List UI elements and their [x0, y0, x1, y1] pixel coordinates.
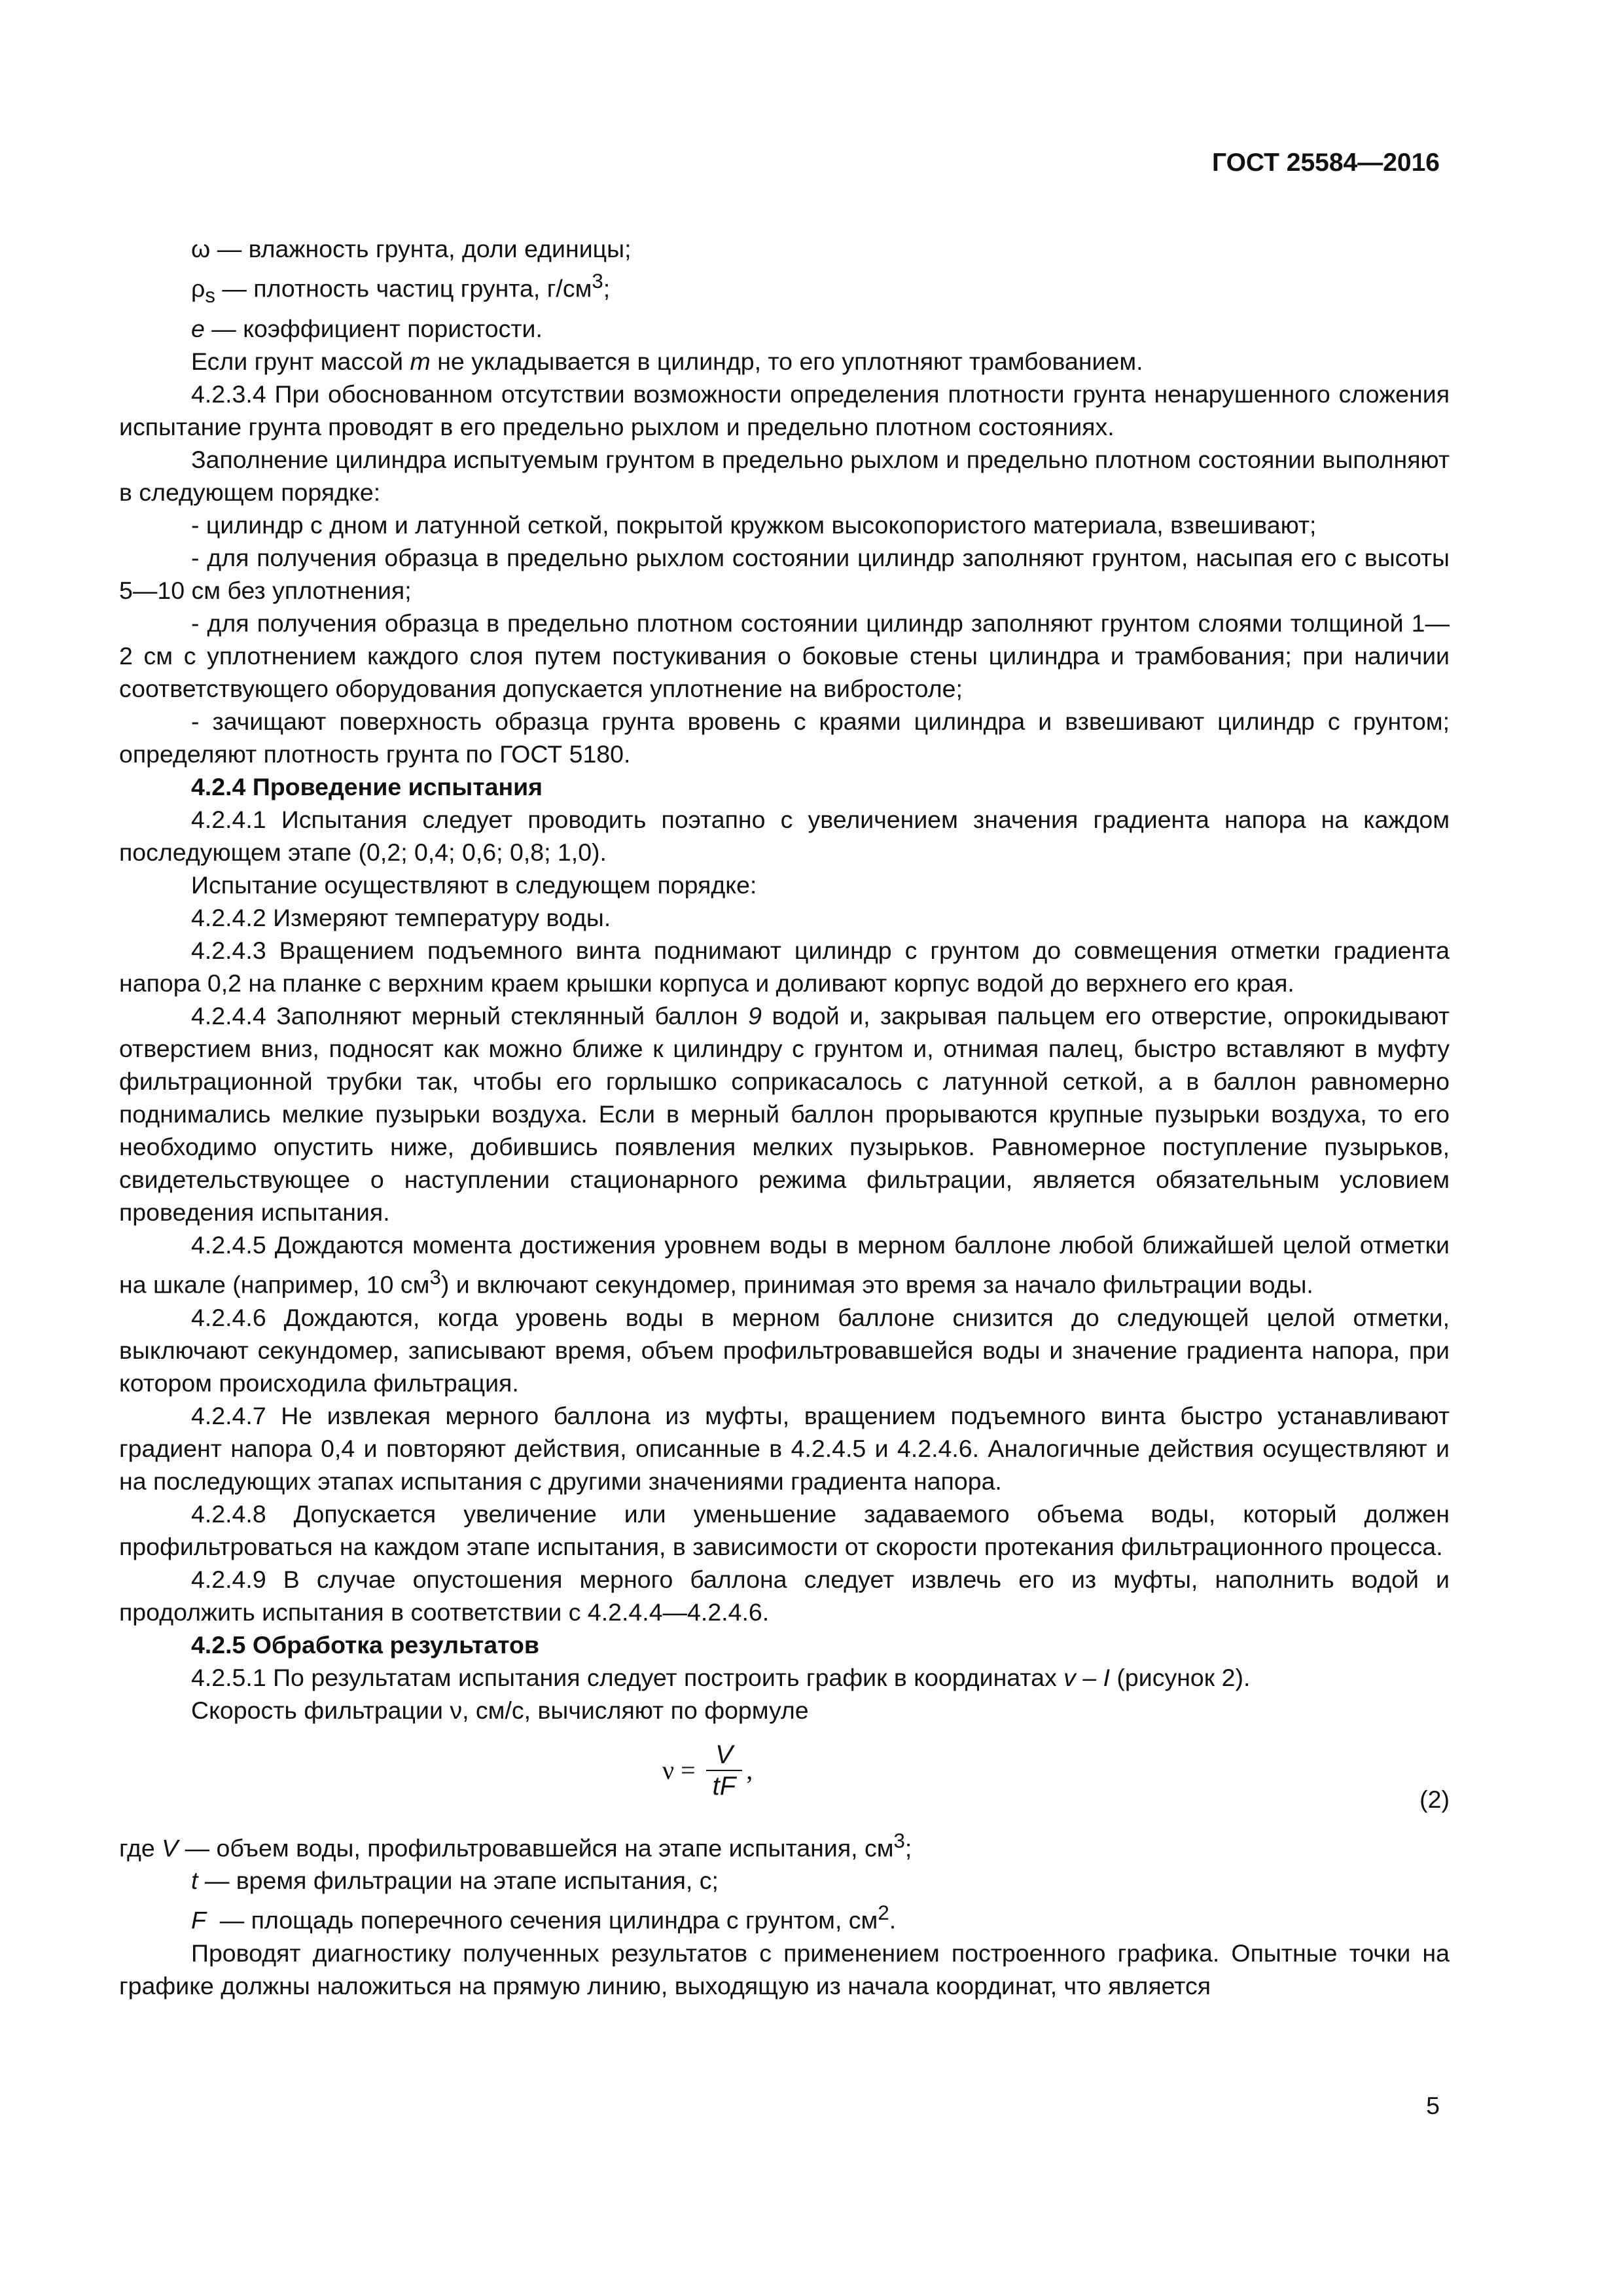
- formula-2: [119, 1727, 1450, 1825]
- list-item-weigh-cylinder: - цилиндр с дном и латунной сеткой, покрытой кружком высокопористого материала, взвешивают;: [191, 511, 1317, 539]
- definition-omega: [119, 232, 1450, 265]
- definition-e: [119, 312, 1450, 345]
- t-definition: — время фильтрации на этапе испытания, с;: [198, 1867, 719, 1894]
- paragraph-4-2-4-1: 4.2.4.1 Испытания следует проводить поэтапно с увеличением значения градиента напора на каждом последующем этапе (0,2; 0,4; 0,6; 0,8; 1,0).: [119, 806, 1450, 866]
- paragraph-4-2-4-4-part-b: водой и, закрывая пальцем его отверстие, опрокидывают отверстием вниз, подносят как можно ближе к цилиндру с грунтом и, отнимая палец, быстро вставляют в муфту фильтрационной трубки так, чтобы его горлышко соприкасалось с латунной сеткой, а в баллон равномерно поднимались мелкие пузырьки воздуха. Если в мерный баллон прорываются крупные пузырьки воздуха, то его необходимо опустить ниже, добившись появления мелких пузырьков. Равномерное поступление пузырьков, свидетельствующее о наступлении стационарного режима фильтрации, является обязательным условием проведения испытания.: [119, 1002, 1450, 1226]
- rho-symbol: ρ: [191, 274, 205, 302]
- definition-rho-s: [119, 265, 1450, 312]
- paragraph-4-2-4-5: [119, 1229, 1450, 1301]
- formula-comma: ,: [746, 1755, 753, 1785]
- list-item-trim-and-weigh: - зачищают поверхность образца грунта вровень с краями цилиндра и взвешивают цилиндр с грунтом; определяют плотность грунта по ГОСТ 5180.: [119, 708, 1450, 768]
- paragraph-4-2-4-3: 4.2.4.3 Вращением подъемного винта поднимают цилиндр с грунтом до совмещения отметки градиента напора 0,2 на планке с верхним краем крышки корпуса и доливают корпус водой до верхнего его края.: [119, 937, 1450, 997]
- page-body: [119, 232, 1450, 2002]
- paragraph-4-2-5-1-part-a: 4.2.5.1 По результатам испытания следует построить график в координатах: [191, 1663, 1064, 1691]
- list-item-loose-state: - для получения образца в предельно рыхлом состоянии цилиндр заполняют грунтом, насыпая его с высоты 5—10 см без уплотнения;: [119, 544, 1450, 604]
- section-heading-4-2-5: 4.2.5 Обработка результатов: [191, 1630, 539, 1659]
- f-symbol: F: [191, 1906, 206, 1934]
- paragraph-4-2-5-1: [119, 1661, 1450, 1694]
- definition-t: [119, 1864, 1450, 1897]
- paragraph-4-2-4-4-part-a: 4.2.4.4 Заполняют мерный стеклянный баллон: [191, 1002, 749, 1030]
- v-unit-exponent: 3: [893, 1829, 905, 1852]
- formula-expression: [662, 1740, 753, 1801]
- formula-lhs: ν: [662, 1755, 675, 1785]
- list-item-dense-state: - для получения образца в предельно плотном состоянии цилиндр заполняют грунтом слоями толщиной 1—2 см с уплотнением каждого слоя путем постукивания о боковые стены цилиндра и трамбования; при наличии соответствующего оборудования допускается уплотнение на вибростоле;: [119, 609, 1450, 702]
- rho-definition: — плотность частиц грунта, г/см: [215, 274, 592, 302]
- paragraph-filtration-speed: Скорость фильтрации ν, см/с, вычисляют по формуле: [191, 1696, 809, 1724]
- paragraph-mass-part-a: Если грунт массой: [191, 348, 410, 375]
- f-definition: — площадь поперечного сечения цилиндра с грунтом, см: [205, 1906, 878, 1934]
- balloon-number: 9: [748, 1002, 762, 1030]
- t-symbol: t: [191, 1867, 198, 1894]
- v-symbol: V: [162, 1834, 179, 1861]
- paragraph-mass: [119, 345, 1450, 378]
- rho-definition-end: ;: [603, 274, 611, 302]
- paragraph-4-2-4-5-part-a: 4.2.4.5 Дождаются момента достижения уровнем воды в мерном баллоне любой ближайшей целой отметки на шкале (например, 10 см: [119, 1231, 1450, 1299]
- paragraph-4-2-4-6: 4.2.4.6 Дождаются, когда уровень воды в мерном баллоне снизится до следующей целой отметки, выключают секундомер, записывают время, объем профильтровавшейся воды и значение градиента напора, при котором происходила фильтрация.: [119, 1303, 1450, 1397]
- section-heading-4-2-4: 4.2.4 Проведение испытания: [191, 773, 543, 800]
- formula-fraction: [706, 1740, 743, 1801]
- page-number: 5: [1426, 2092, 1440, 2119]
- formula-equals: =: [674, 1755, 702, 1785]
- graph-coordinates: v – I: [1063, 1663, 1111, 1691]
- omega-symbol: ω: [191, 235, 211, 262]
- paragraph-test-order: Испытание осуществляют в следующем порядке:: [191, 871, 757, 899]
- paragraph-4-2-3-4: 4.2.3.4 При обоснованном отсутствии возможности определения плотности грунта ненарушенного сложения испытание грунта проводят в его предельно рыхлом и предельно плотном состояниях.: [119, 380, 1450, 440]
- definition-v: [119, 1825, 1450, 1865]
- paragraph-4-2-4-7: 4.2.4.7 Не извлекая мерного баллона из муфты, вращением подъемного винта быстро устанавливают градиент напора 0,4 и повторяют действия, описанные в 4.2.4.5 и 4.2.4.6. Аналогичные действия осуществляют и на последующих этапах испытания с другими значениями градиента напора.: [119, 1401, 1450, 1495]
- definition-f: [119, 1897, 1450, 1937]
- v-definition-end: ;: [904, 1834, 912, 1861]
- paragraph-4-2-4-4: [119, 999, 1450, 1229]
- f-definition-end: .: [889, 1906, 897, 1934]
- paragraph-4-2-4-5-part-b: ) и включают секундомер, принимая это время за начало фильтрации воды.: [440, 1270, 1313, 1299]
- e-definition: — коэффициент пористости.: [204, 315, 543, 342]
- omega-definition: — влажность грунта, доли единицы;: [210, 235, 632, 262]
- document-header: ГОСТ 25584—2016: [1212, 149, 1440, 177]
- mass-symbol: m: [410, 348, 431, 375]
- v-definition: — объем воды, профильтровавшейся на этапе испытания, см: [178, 1834, 894, 1861]
- formula-denominator: tF: [706, 1770, 743, 1801]
- rho-subscript: s: [205, 284, 215, 307]
- paragraph-4-2-4-9: 4.2.4.9 В случае опустошения мерного баллона следует извлечь его из муфты, наполнить водой и продолжить испытания в соответствии с 4.2.4.4—4.2.4.6.: [119, 1565, 1450, 1626]
- where-word: где: [119, 1834, 162, 1861]
- e-symbol: e: [191, 315, 205, 342]
- paragraph-diagnostics: Проводят диагностику полученных результатов с применением построенного графика. Опытные точки на графике должны наложиться на прямую линию, выходящую из начала координат, что является: [119, 1939, 1450, 2000]
- volume-unit-exponent: 3: [429, 1266, 441, 1289]
- formula-numerator: V: [715, 1740, 733, 1769]
- paragraph-4-2-5-1-part-b: (рисунок 2).: [1110, 1663, 1251, 1691]
- paragraph-fill-order: Заполнение цилиндра испытуемым грунтом в предельно рыхлом и предельно плотном состоянии выполняют в следующем порядке:: [119, 446, 1450, 506]
- rho-unit-exponent: 3: [592, 270, 603, 293]
- paragraph-mass-part-b: не укладывается в цилиндр, то его уплотняют трамбованием.: [430, 348, 1143, 375]
- paragraph-4-2-4-8: 4.2.4.8 Допускается увеличение или уменьшение задаваемого объема воды, который должен профильтроваться на каждом этапе испытания, в зависимости от скорости протекания фильтрационного процесса.: [119, 1499, 1450, 1560]
- paragraph-4-2-4-2: 4.2.4.2 Измеряют температуру воды.: [191, 904, 611, 931]
- equation-number: (2): [1419, 1785, 1450, 1813]
- f-unit-exponent: 2: [878, 1901, 889, 1924]
